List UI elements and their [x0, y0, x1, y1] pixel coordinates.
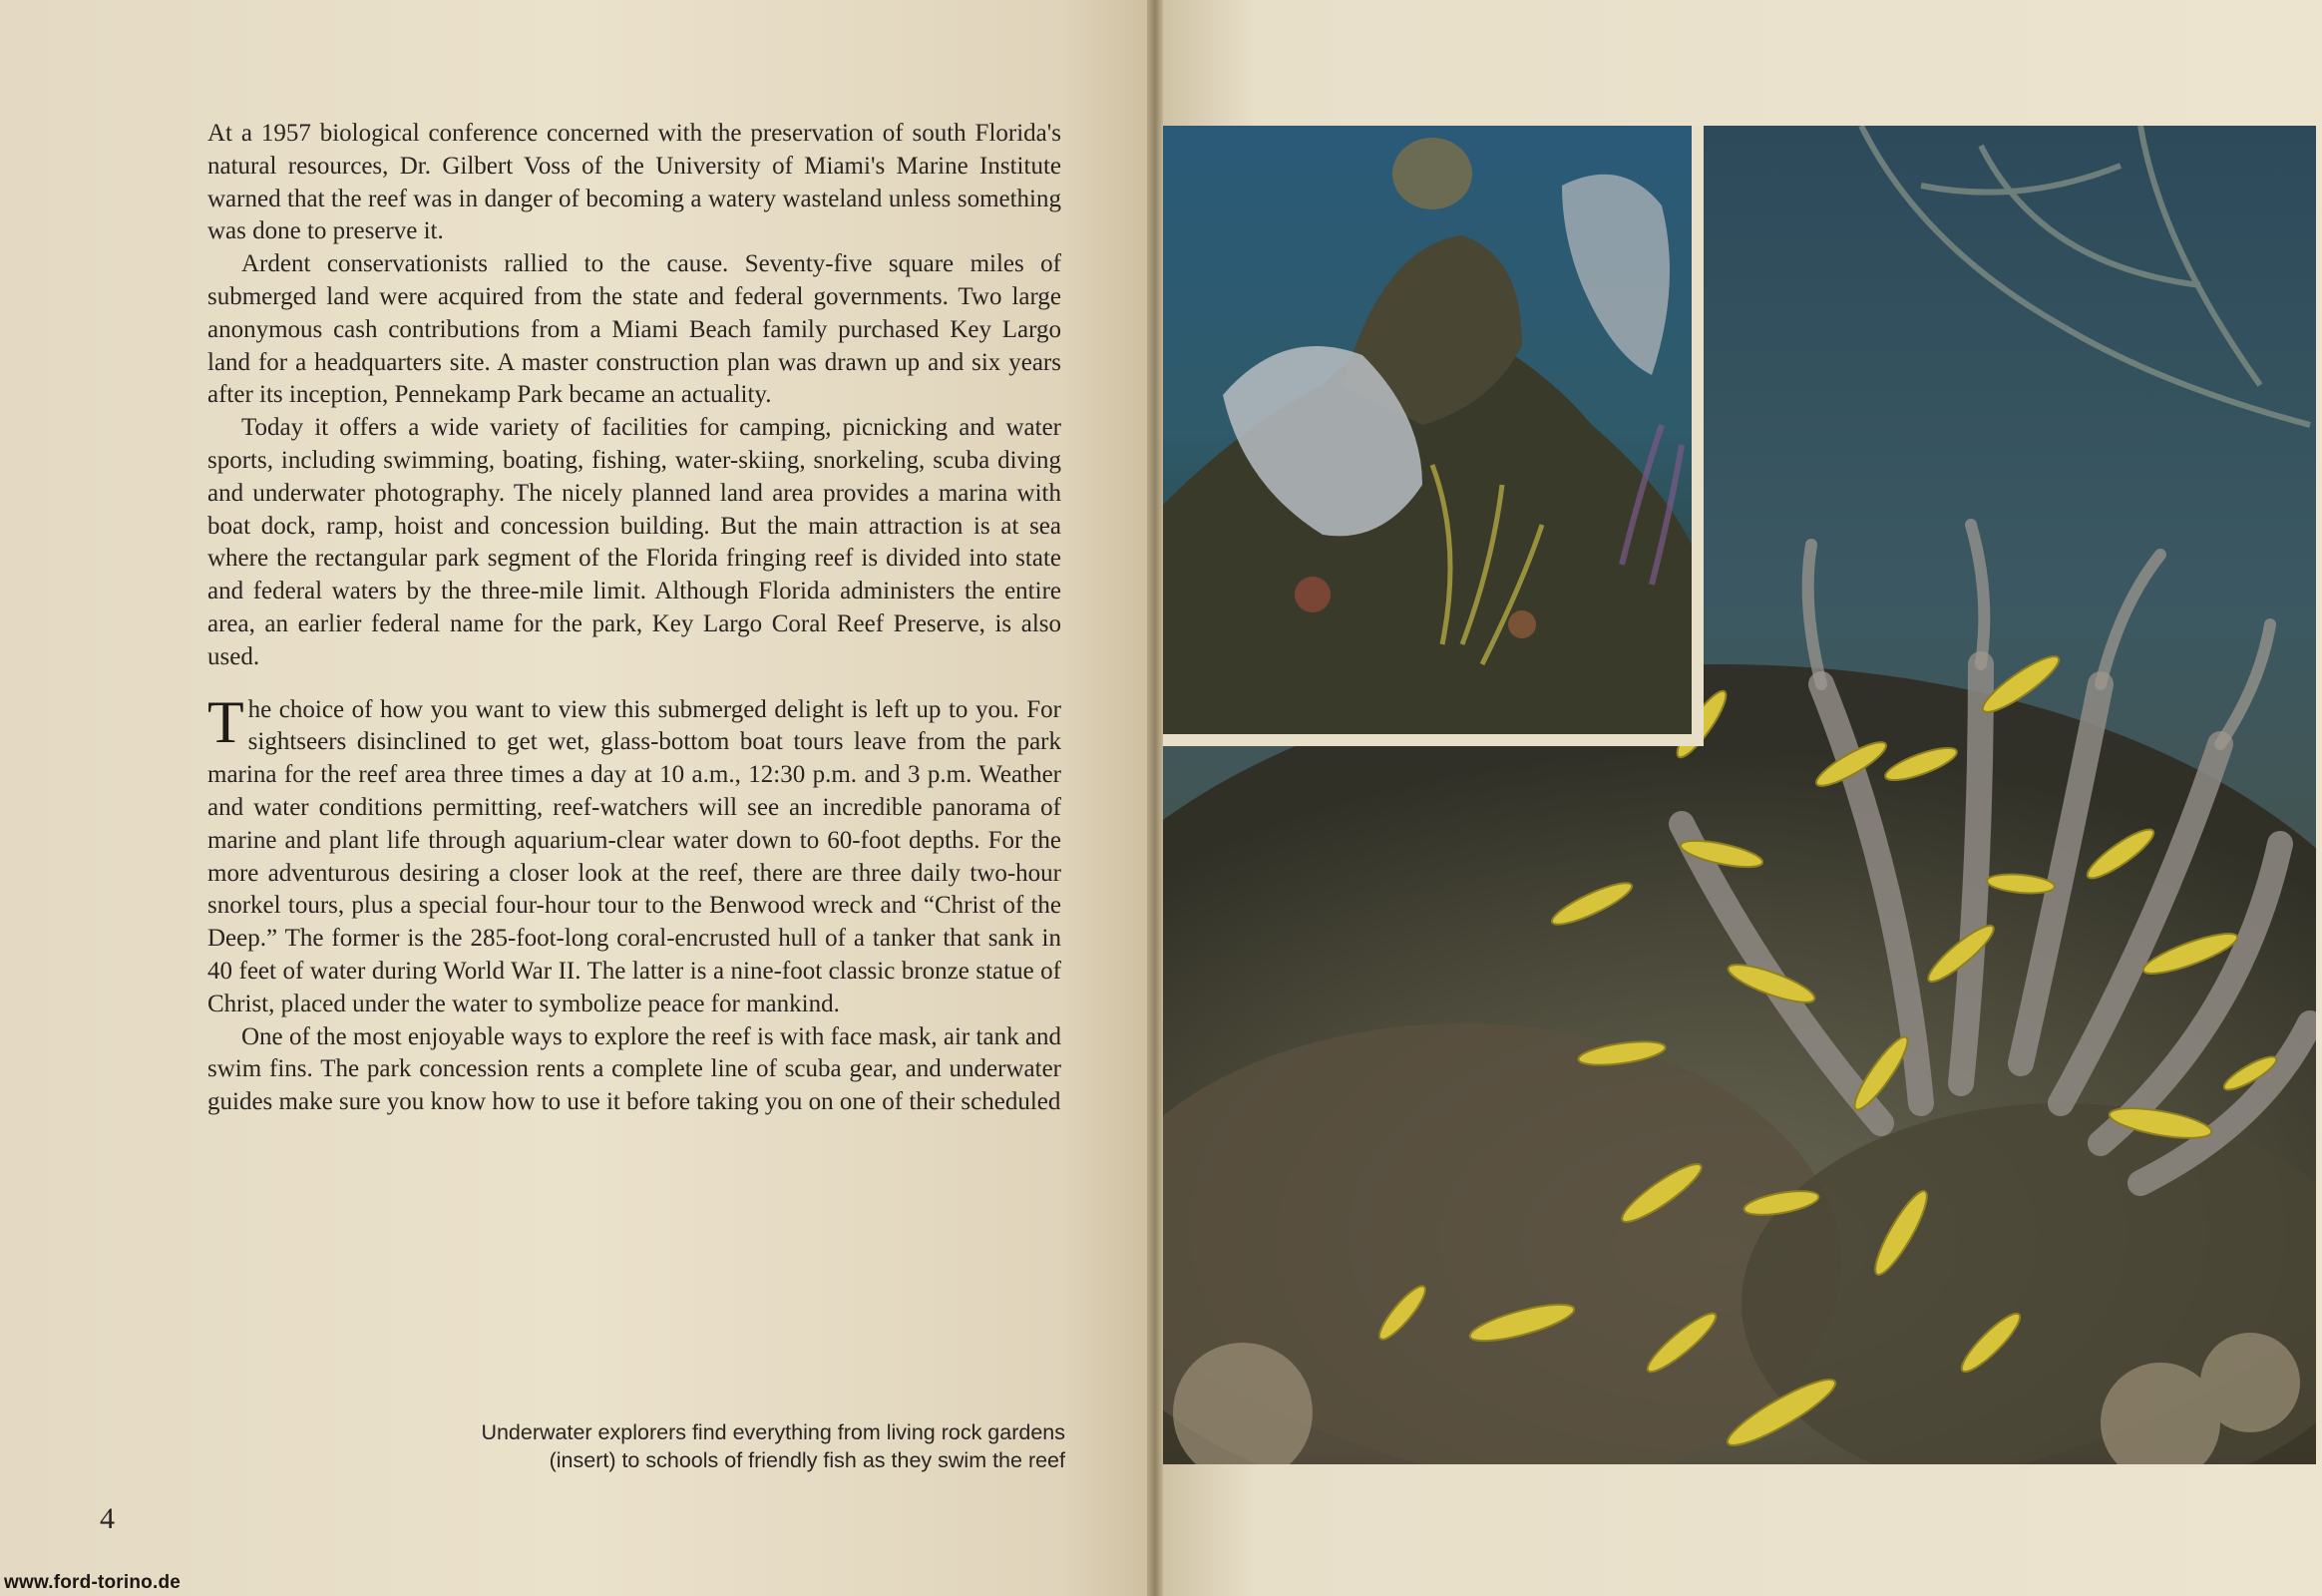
paragraph-4-text: he choice of how you want to view this submerged delight is left up to you. For sightseers disinclined to get wet, glass-bottom boat tours leave from the park marina for the reef area three times a day at 10 a.m., 12:30 p.m. and 3 p.m. Weather and water conditions permitting, reef-watchers will see an incredible panorama of marine and plant life through aquarium-clear water down to 60-foot depths. For the more adventurous desiring a closer look at the reef, there are three daily two-hour snorkel tours, plus a special four-hour tour to the Benwood wreck and “Christ of the Deep.” The former is the 285-foot-long coral-encrusted hull of a tanker that sank in 40 feet of water during World War II. The latter is a nine-foot classic bronze statue of Christ, placed under the water to symbolize peace for mankind. — [207, 695, 1061, 1017]
left-page — [0, 0, 1153, 1596]
watermark: www.ford-torino.de — [4, 1572, 182, 1593]
paragraph-5: One of the most enjoyable ways to explore the reef is with face mask, air tank and swim fins. The park concession rents a complete line of scuba gear, and underwater guides make sure you know how to use it before taking you on one of their scheduled — [207, 1022, 1061, 1116]
caption-line-2: (insert) to schools of friendly fish as they swim the reef — [549, 1448, 1065, 1472]
article-text — [207, 118, 1061, 1119]
paragraph-2: Ardent conservationists rallied to the cause. Seventy-five square miles of submerged land were acquired from the state and federal governments. Two large anonymous cash contributions from a Miami Beach family purchased Key Largo land for a headquarters site. A master construction plan was drawn up and six years after its inception, Pennekamp Park became an actuality. — [207, 250, 1061, 409]
page-number: 4 — [100, 1502, 115, 1535]
book-gutter — [1147, 0, 1163, 1596]
paragraph-3: Today it offers a wide variety of facilities for camping, picnicking and water sports, including swimming, boating, fishing, water-skiing, snorkeling, scuba diving and underwater photography. The nicely planned land area provides a marina with boat dock, ramp, hoist and concession building. But the main attraction is at sea where the rectangular park segment of the Florida fringing reef is divided into state and federal waters by the three-mile limit. Although Florida administers the entire area, an earlier federal name for the park, Key Largo Coral Reef Preserve, is also used. — [207, 414, 1061, 670]
coral-garden-photo — [1163, 126, 1704, 746]
drop-cap: T — [207, 688, 244, 755]
paragraph-1: At a 1957 biological conference concerned with the preservation of south Florida's natural resources, Dr. Gilbert Voss of the University of Miami's Marine Institute warned that the reef was in danger of becoming a watery wasteland unless something was done to preserve it. — [207, 120, 1061, 245]
paragraph-4 — [207, 688, 1061, 1021]
caption-line-1: Underwater explorers find everything from living rock gardens — [481, 1420, 1065, 1444]
photo-caption — [249, 1418, 1065, 1474]
